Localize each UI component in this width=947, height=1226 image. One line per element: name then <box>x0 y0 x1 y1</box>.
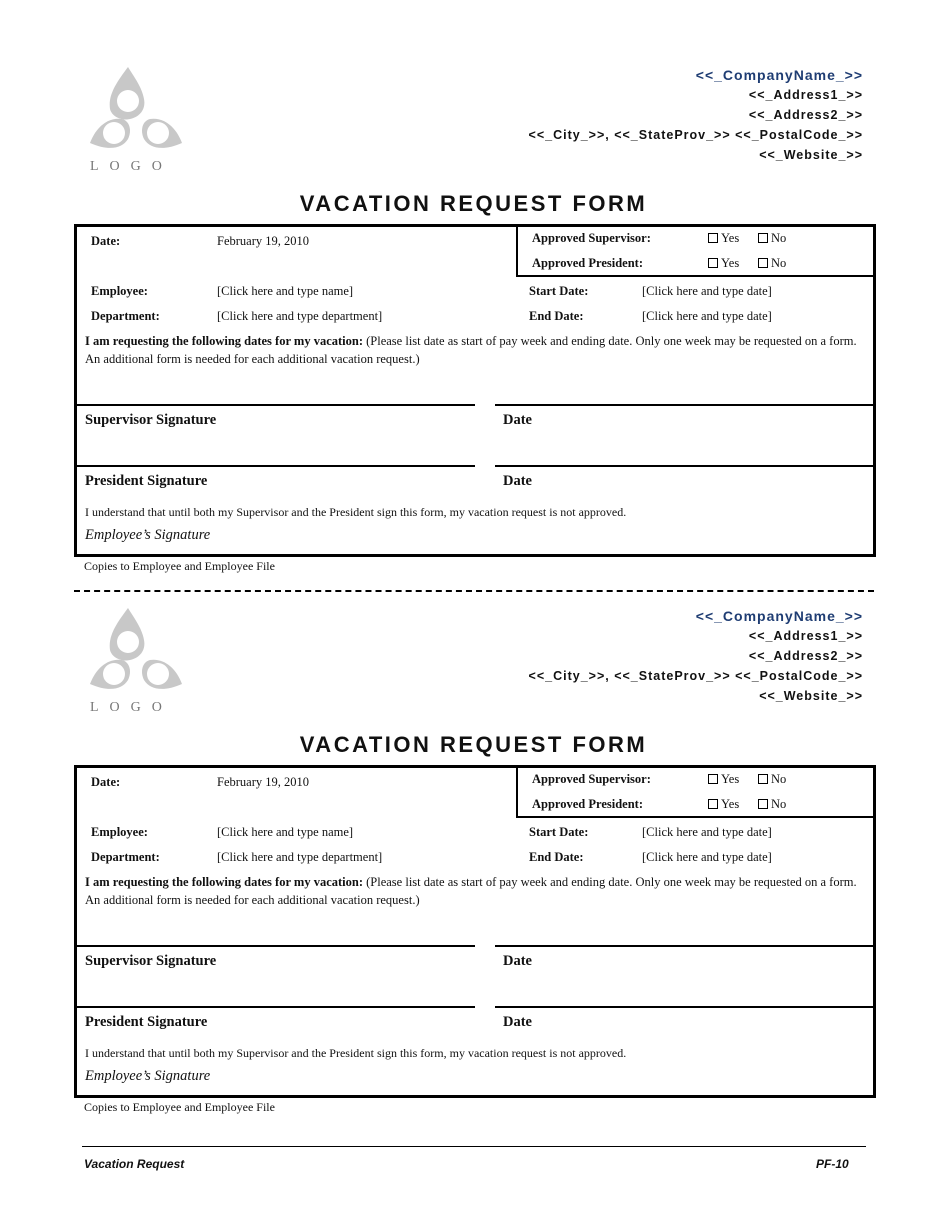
president-yes-checkbox[interactable]: Yes <box>708 797 739 812</box>
request-instructions: I am requesting the following dates for my vacation: (Please list date as start of pay week and ending date. Only one week may be requested on a form. An additional form is needed for each additional vacation request.) <box>85 875 857 907</box>
approved-president-label: Approved President: <box>532 797 643 811</box>
form-title: VACATION REQUEST FORM <box>299 732 648 757</box>
employee-label: Employee: <box>91 825 148 839</box>
supervisor-no-checkbox[interactable]: No <box>758 231 786 246</box>
employee-signature-label[interactable]: Employee’s Signature <box>85 1068 211 1084</box>
company-name: <<_CompanyName_>> <box>695 67 863 83</box>
supervisor-date-label[interactable]: Date <box>503 953 532 969</box>
city-line: <<_City_>>, <<_StateProv_>> <<_PostalCode_>> <box>528 669 863 683</box>
form-title: VACATION REQUEST FORM <box>299 191 648 216</box>
form-box <box>74 224 876 557</box>
supervisor-signature-label[interactable]: Supervisor Signature <box>85 953 217 969</box>
city-line: <<_City_>>, <<_StateProv_>> <<_PostalCode_>> <box>528 128 863 142</box>
end-date-label: End Date: <box>529 309 584 323</box>
president-date-label[interactable]: Date <box>503 473 532 489</box>
address-line-1: <<_Address1_>> <box>748 629 863 643</box>
request-instructions: I am requesting the following dates for my vacation: (Please list date as start of pay week and ending date. Only one week may be requested on a form. An additional form is needed for each additional vacation request.) <box>85 334 857 366</box>
footer-divider <box>82 1146 866 1147</box>
department-field[interactable]: [Click here and type department] <box>217 309 383 323</box>
cut-line <box>74 590 874 592</box>
start-date-field[interactable]: [Click here and type date] <box>642 825 772 839</box>
checkbox-icon <box>708 258 718 268</box>
supervisor-yes-checkbox[interactable]: Yes <box>708 231 739 246</box>
approval-box <box>516 765 875 818</box>
signature-line <box>77 945 475 947</box>
website: <<_Website_>> <box>759 148 863 162</box>
approved-supervisor-label: Approved Supervisor: <box>532 231 651 245</box>
employee-field[interactable]: [Click here and type name] <box>217 284 354 298</box>
signature-line <box>77 1006 475 1008</box>
signature-line <box>495 945 873 947</box>
footer-title: Vacation Request <box>84 1157 185 1171</box>
address-line-2: <<_Address2_>> <box>748 649 863 663</box>
date-label: Date: <box>91 775 121 789</box>
form-box <box>74 765 876 1098</box>
form-copy-2 <box>0 606 947 1146</box>
department-field[interactable]: [Click here and type department] <box>217 850 383 864</box>
checkbox-icon <box>758 774 768 784</box>
logo-icon <box>86 606 186 701</box>
logo-icon <box>86 65 186 160</box>
logo-text: LOGO <box>90 159 173 174</box>
date-label: Date: <box>91 234 121 248</box>
checkbox-icon <box>708 233 718 243</box>
approval-box <box>516 224 875 277</box>
president-yes-checkbox[interactable]: Yes <box>708 256 739 271</box>
date-value[interactable]: February 19, 2010 <box>217 775 309 789</box>
logo-text: LOGO <box>90 700 173 715</box>
employee-label: Employee: <box>91 284 148 298</box>
understanding-statement: I understand that until both my Supervisor and the President sign this form, my vacation request is not approved. <box>85 505 627 519</box>
signature-line <box>495 1006 873 1008</box>
understanding-statement: I understand that until both my Supervisor and the President sign this form, my vacation request is not approved. <box>85 1046 627 1060</box>
president-signature-label[interactable]: President Signature <box>85 473 208 489</box>
president-no-checkbox[interactable]: No <box>758 256 786 271</box>
supervisor-yes-checkbox[interactable]: Yes <box>708 772 739 787</box>
company-logo <box>80 65 195 180</box>
end-date-field[interactable]: [Click here and type date] <box>642 309 772 323</box>
end-date-label: End Date: <box>529 850 584 864</box>
checkbox-icon <box>708 774 718 784</box>
department-label: Department: <box>91 309 160 323</box>
address-line-1: <<_Address1_>> <box>748 88 863 102</box>
president-date-label[interactable]: Date <box>503 1014 532 1030</box>
signature-line <box>495 404 873 406</box>
footer-form-code: PF-10 <box>816 1157 849 1171</box>
end-date-field[interactable]: [Click here and type date] <box>642 850 772 864</box>
employee-field[interactable]: [Click here and type name] <box>217 825 354 839</box>
supervisor-date-label[interactable]: Date <box>503 412 532 428</box>
company-name: <<_CompanyName_>> <box>695 608 863 624</box>
date-value[interactable]: February 19, 2010 <box>217 234 309 248</box>
copies-note: Copies to Employee and Employee File <box>84 559 275 573</box>
department-label: Department: <box>91 850 160 864</box>
checkbox-icon <box>758 258 768 268</box>
start-date-field[interactable]: [Click here and type date] <box>642 284 772 298</box>
employee-signature-label[interactable]: Employee’s Signature <box>85 527 211 543</box>
checkbox-icon <box>758 233 768 243</box>
signature-line <box>77 465 475 467</box>
supervisor-signature-label[interactable]: Supervisor Signature <box>85 412 217 428</box>
approved-supervisor-label: Approved Supervisor: <box>532 772 651 786</box>
company-logo <box>80 606 195 721</box>
checkbox-icon <box>758 799 768 809</box>
signature-line <box>77 404 475 406</box>
checkbox-icon <box>708 799 718 809</box>
supervisor-no-checkbox[interactable]: No <box>758 772 786 787</box>
website: <<_Website_>> <box>759 689 863 703</box>
approved-president-label: Approved President: <box>532 256 643 270</box>
company-header <box>443 65 863 165</box>
president-no-checkbox[interactable]: No <box>758 797 786 812</box>
copies-note: Copies to Employee and Employee File <box>84 1100 275 1114</box>
start-date-label: Start Date: <box>529 284 589 298</box>
form-copy-1 <box>0 65 947 605</box>
start-date-label: Start Date: <box>529 825 589 839</box>
president-signature-label[interactable]: President Signature <box>85 1014 208 1030</box>
signature-line <box>495 465 873 467</box>
address-line-2: <<_Address2_>> <box>748 108 863 122</box>
company-header <box>443 606 863 706</box>
